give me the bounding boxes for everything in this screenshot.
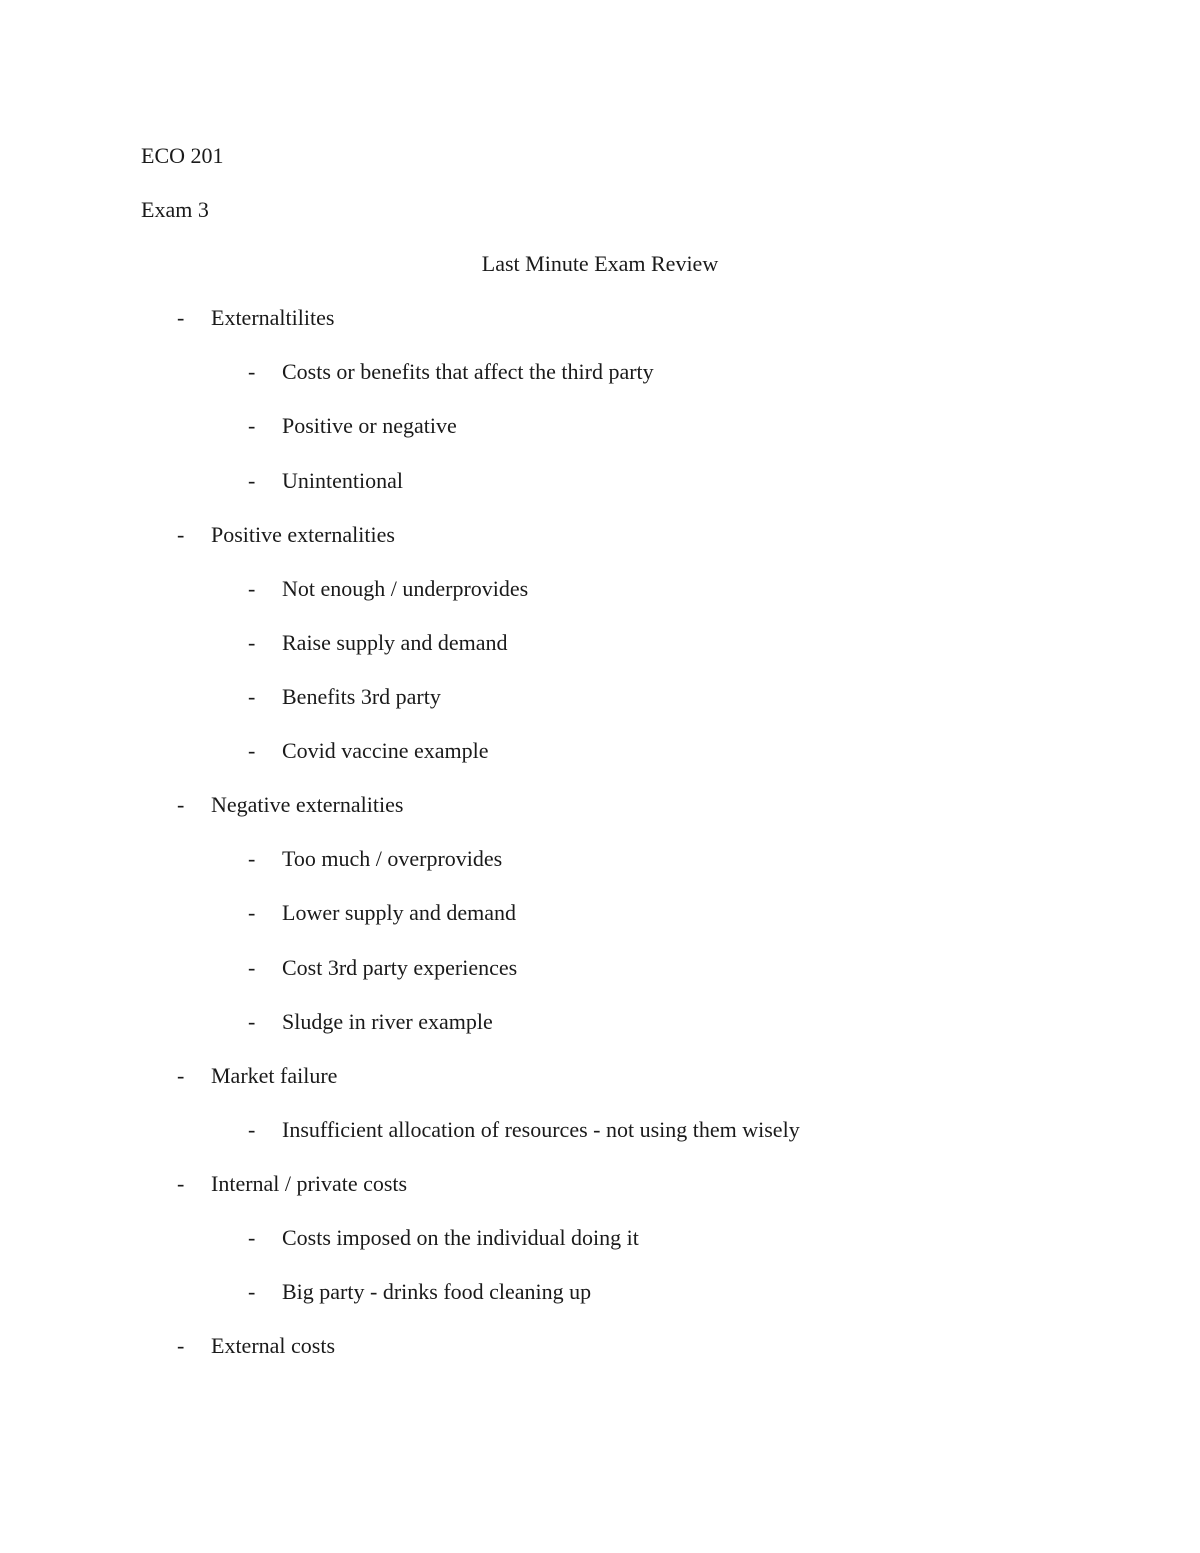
bullet-dash: - bbox=[248, 576, 256, 601]
sub-list-item-label: Lower supply and demand bbox=[282, 900, 516, 925]
list-item-label: Internal / private costs bbox=[211, 1171, 408, 1196]
bullet-dash: - bbox=[248, 359, 256, 384]
sub-list-item-label: Unintentional bbox=[282, 468, 403, 493]
bullet-dash: - bbox=[248, 413, 256, 438]
bullet-dash: - bbox=[177, 1333, 185, 1358]
bullet-dash: - bbox=[177, 305, 185, 330]
bullet-dash: - bbox=[248, 684, 256, 709]
bullet-dash: - bbox=[248, 900, 256, 925]
sub-list-item-label: Positive or negative bbox=[282, 413, 457, 438]
sub-list-item-label: Not enough / underprovides bbox=[282, 576, 529, 601]
sub-list-item-label: Insufficient allocation of resources - not using them wisely bbox=[282, 1117, 800, 1142]
sub-list-item-label: Too much / overprovides bbox=[282, 846, 503, 871]
list-item-label: Externaltilites bbox=[211, 305, 335, 330]
bullet-dash: - bbox=[248, 738, 256, 763]
list-item-label: Positive externalities bbox=[211, 522, 395, 547]
bullet-dash: - bbox=[248, 630, 256, 655]
sub-list-item-label: Cost 3rd party experiences bbox=[282, 955, 518, 980]
bullet-dash: - bbox=[248, 955, 256, 980]
sub-list-item-label: Big party - drinks food cleaning up bbox=[282, 1279, 592, 1304]
document-title: Last Minute Exam Review bbox=[481, 251, 719, 276]
bullet-dash: - bbox=[177, 1171, 185, 1196]
bullet-dash: - bbox=[177, 792, 185, 817]
sub-list-item-label: Covid vaccine example bbox=[282, 738, 489, 763]
bullet-dash: - bbox=[248, 1009, 256, 1034]
bullet-dash: - bbox=[248, 1279, 256, 1304]
sub-list-item-label: Costs imposed on the individual doing it bbox=[282, 1225, 639, 1250]
bullet-dash: - bbox=[248, 468, 256, 493]
list-item-label: Market failure bbox=[211, 1063, 338, 1088]
sub-list-item-label: Sludge in river example bbox=[282, 1009, 493, 1034]
bullet-dash: - bbox=[177, 1063, 185, 1088]
sub-list-item-label: Costs or benefits that affect the third party bbox=[282, 359, 654, 384]
bullet-dash: - bbox=[248, 1117, 256, 1142]
list-item-label: External costs bbox=[211, 1333, 336, 1358]
list-item-label: Negative externalities bbox=[211, 792, 404, 817]
course-code: ECO 201 bbox=[141, 143, 224, 168]
sub-list-item-label: Benefits 3rd party bbox=[282, 684, 441, 709]
bullet-dash: - bbox=[248, 846, 256, 871]
bullet-dash: - bbox=[177, 522, 185, 547]
sub-list-item-label: Raise supply and demand bbox=[282, 630, 508, 655]
exam-name: Exam 3 bbox=[141, 197, 209, 222]
bullet-dash: - bbox=[248, 1225, 256, 1250]
